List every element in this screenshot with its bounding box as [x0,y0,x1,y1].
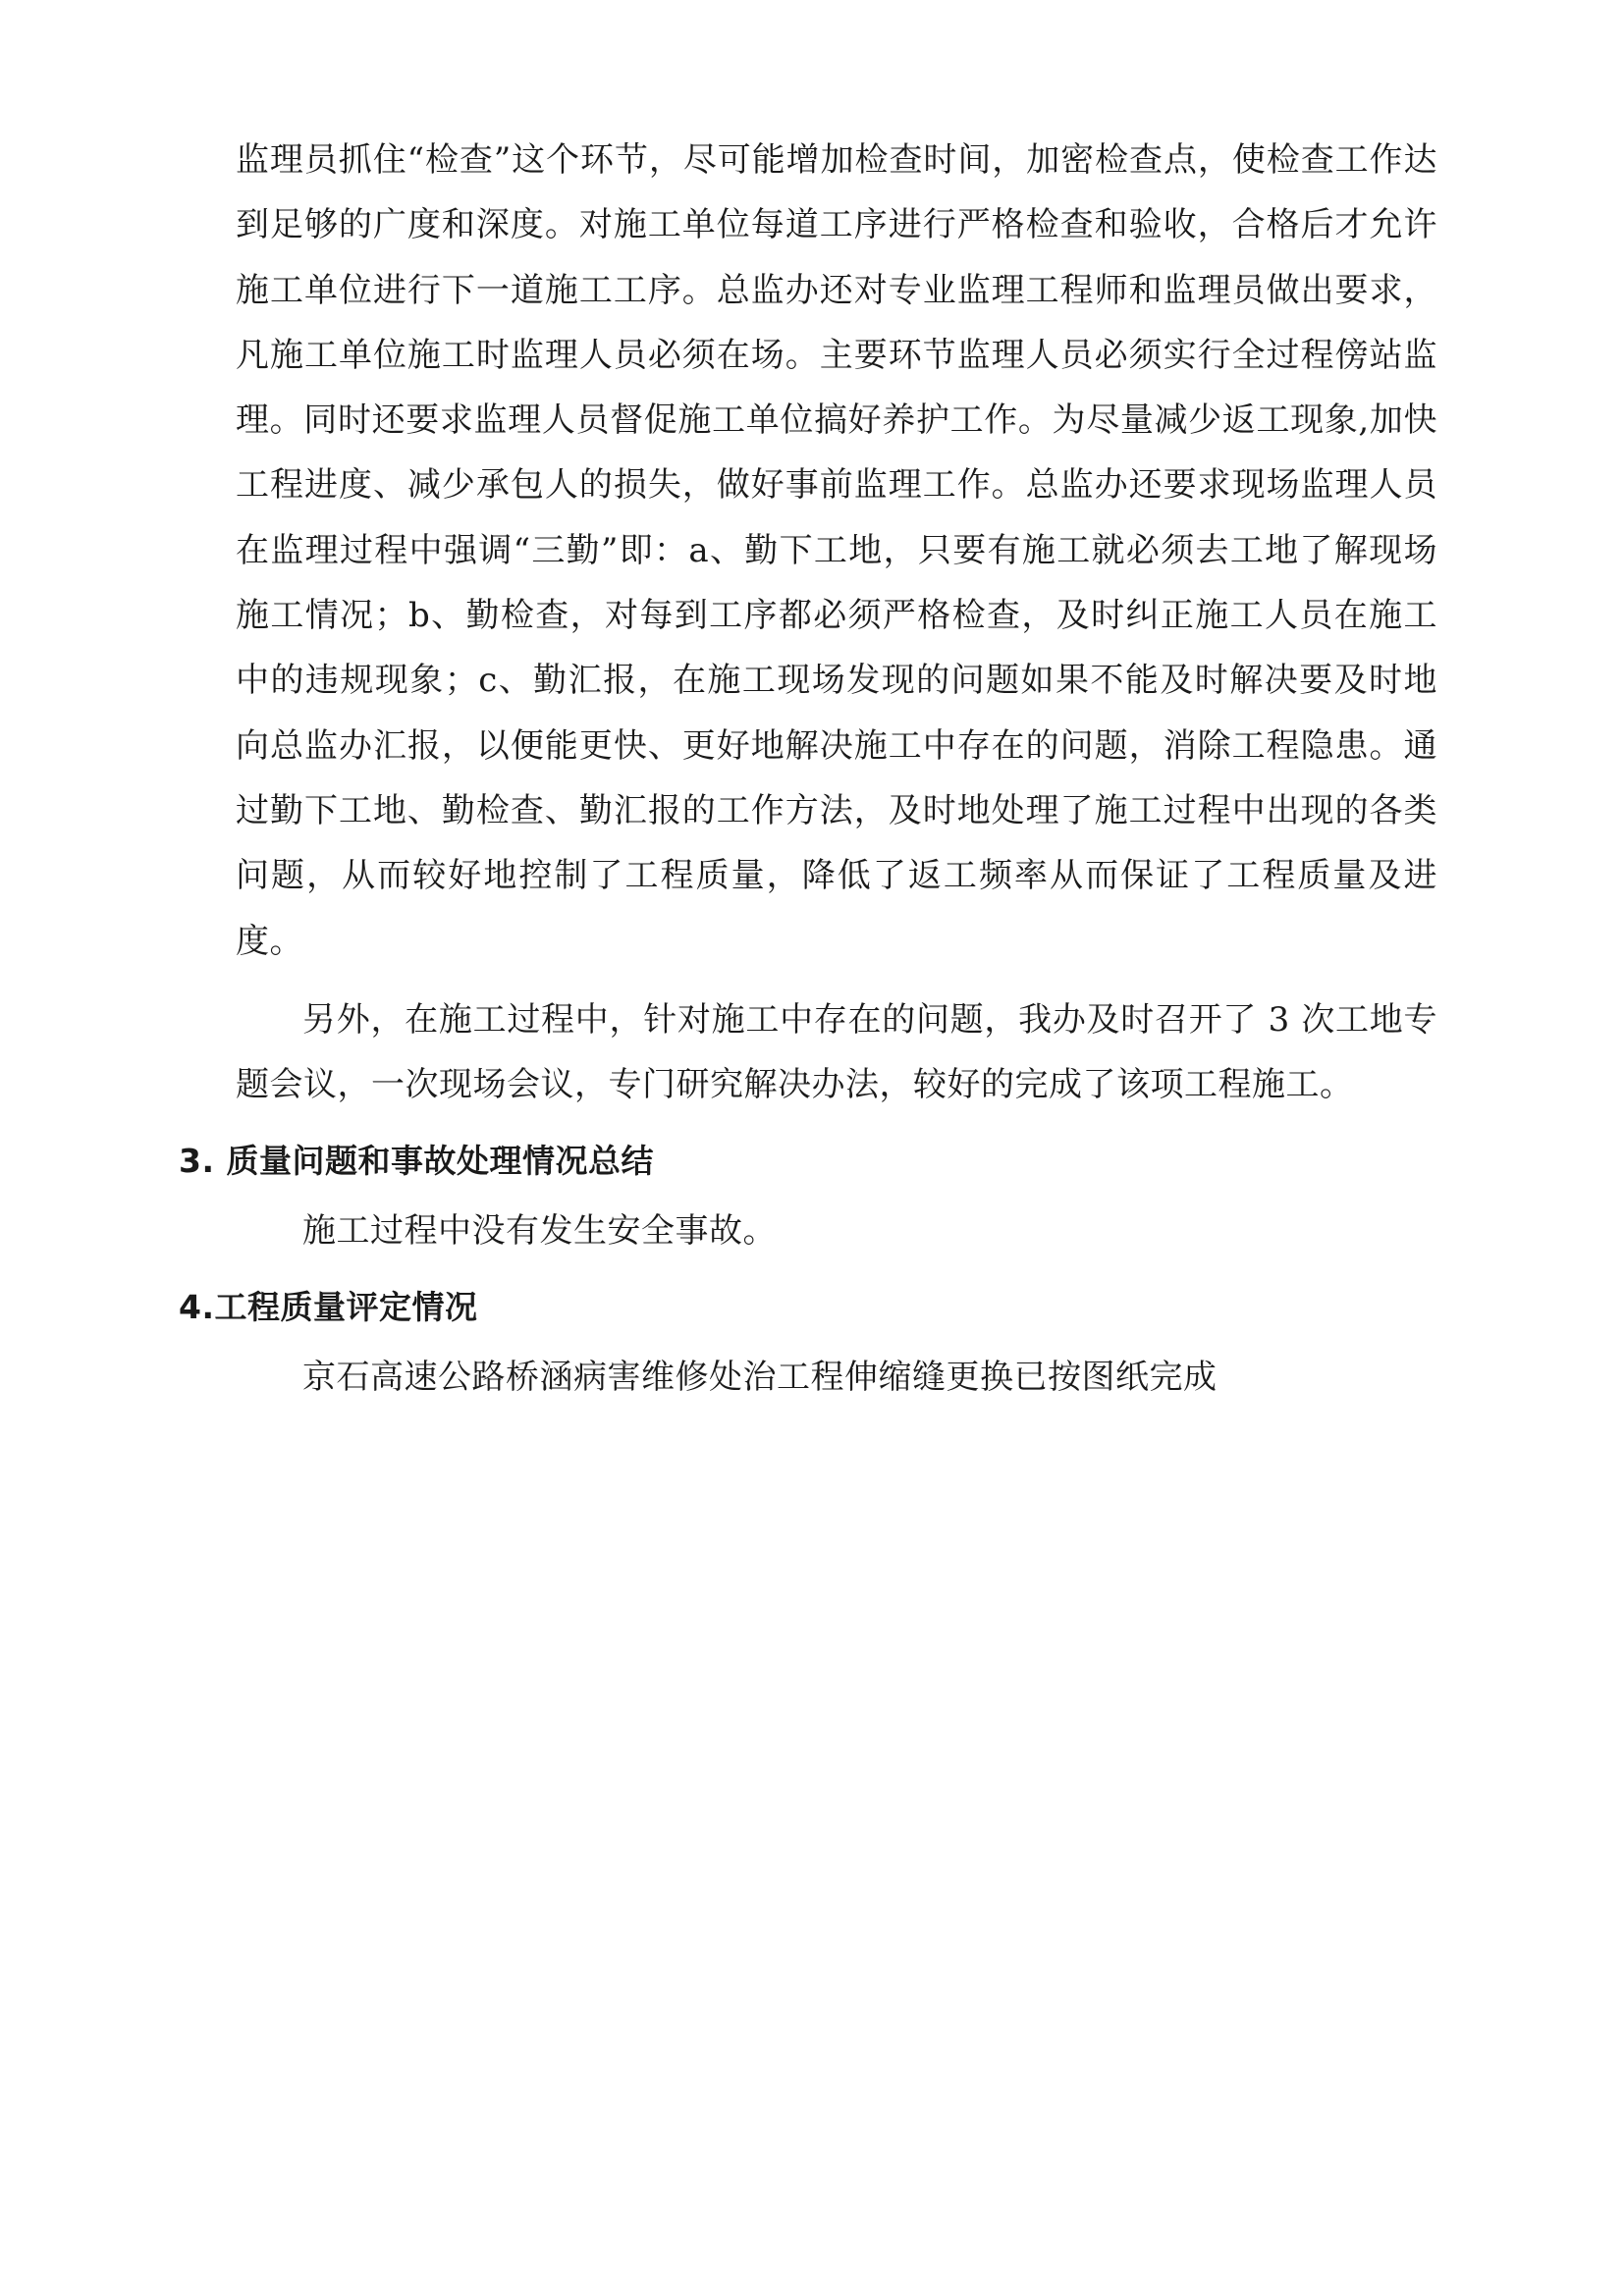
heading-quality-assessment: 4.工程质量评定情况 [179,1288,478,1327]
paragraph-monitoring-inspection: 监理员抓住“检查”这个环节，尽可能增加检查时间，加密检查点，使检查工作达到足够的广度和深度。对施工单位每道工序进行严格检查和验收，合格后才允许施工单位进行下一道施工工序。总监办还对专业监理工程师和监理员做出要求，凡施工单位施工时监理人员必须在场。主要环节监理人员必须实行全过程傍站监理。同时还要求监理人员督促施工单位搞好养护工作。为尽量减少返工现象,加快工程进度、减少承包人的损失，做好事前监理工作。总监办还要求现场监理人员在监理过程中强调“三勤”即：a、勤下工地，只要有施工就必须去工地了解现场施工情况；b、勤检查，对每到工序都必须严格检查，及时纠正施工人员在施工中的违规现象；c、勤汇报，在施工现场发现的问题如果不能及时解决要及时地向总监办汇报，以便能更快、更好地解决施工中存在的问题，消除工程隐患。通过勤下工地、勤检查、勤汇报的工作方法，及时地处理了施工过程中出现的各类问题，从而较好地控制了工程质量，降低了返工频率从而保证了工程质量及进度。 [236,140,1437,961]
paragraph-spacer [236,974,1437,988]
heading-quality-issues: 3. 质量问题和事故处理情况总结 [179,1142,654,1181]
paragraph-no-accidents: 施工过程中没有发生安全事故。 [302,1211,777,1252]
paragraph-expansion-joint: 京石高速公路桥涵病害维修处治工程伸缩缝更换已按图纸完成 [302,1358,1218,1398]
paragraph-site-meetings: 另外，在施工过程中，针对施工中存在的问题，我办及时召开了 3 次工地专题会议，一次现场会议，专门研究解决办法，较好的完成了该项工程施工。 [236,999,1437,1105]
